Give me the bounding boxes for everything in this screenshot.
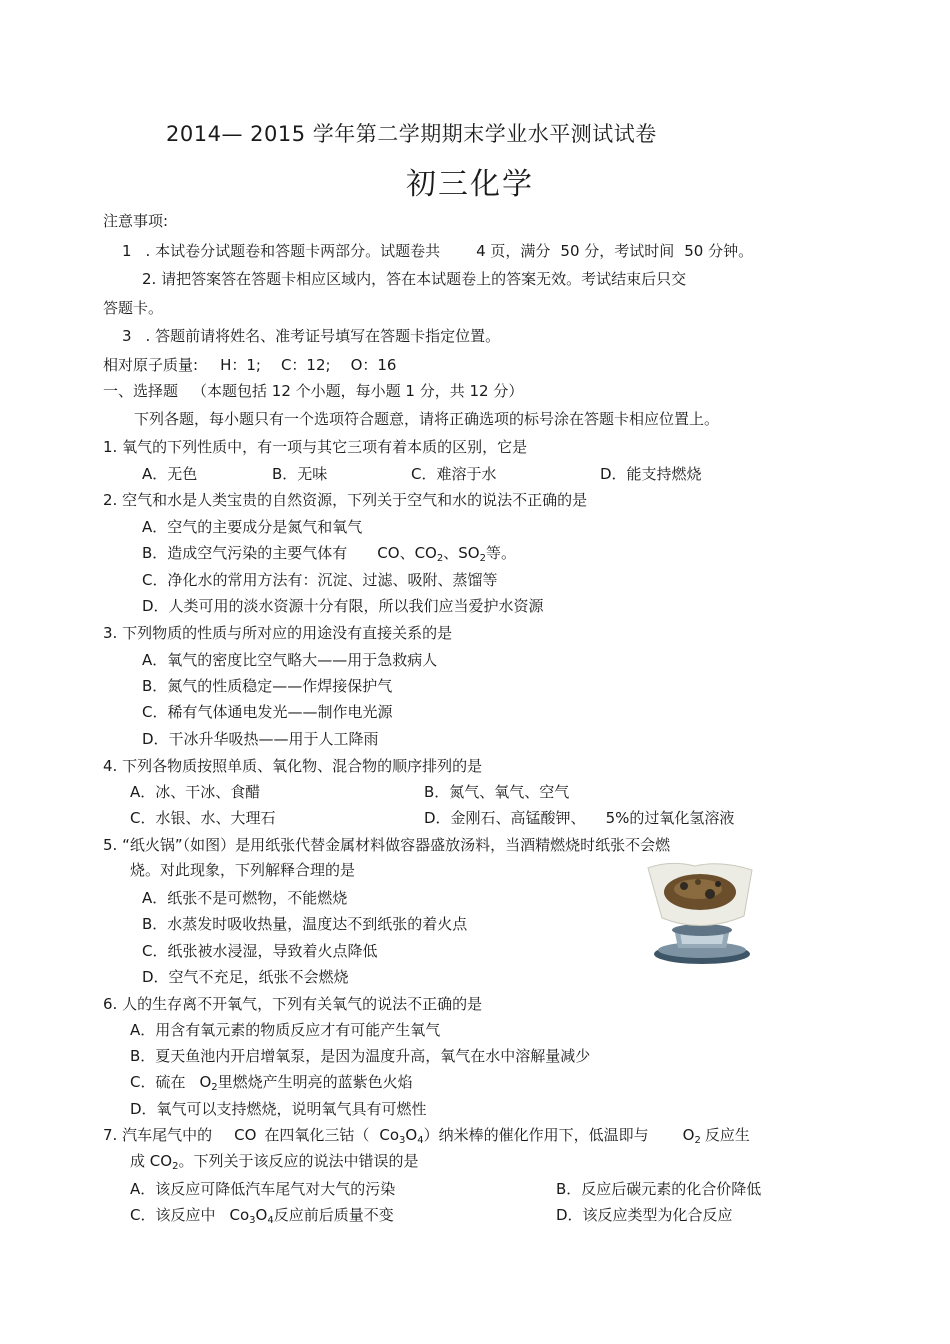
q5-stem-cont: 烧。对此现象，下列解释合理的是 — [130, 861, 356, 879]
q2-option-c: C．净化水的常用方法有：沉淀、过滤、吸附、蒸馏等 — [142, 571, 498, 589]
q2-stem: 2. 空气和水是人类宝贵的自然资源，下列关于空气和水的说法不正确的是 — [103, 491, 588, 509]
q4-option-a: A．冰、干冰、食醋 — [130, 783, 261, 801]
q7-option-c-o: O — [255, 1206, 268, 1224]
q2-option-b-end: 等。 — [485, 544, 516, 562]
q2-option-b-co: CO、CO — [377, 544, 437, 562]
notice-heading: 注意事项: — [103, 212, 169, 230]
q2-option-b — [142, 543, 516, 569]
q3-option-b: B．氮气的性质稳定——作焊接保护气 — [142, 677, 393, 695]
q2-option-a: A．空气的主要成分是氮气和氧气 — [142, 518, 363, 536]
q6-option-a: A．用含有氧元素的物质反应才有可能产生氧气 — [130, 1021, 441, 1039]
q3-option-a: A．氧气的密度比空气略大——用于急救病人 — [142, 651, 438, 669]
q5-option-b: B．水蒸发时吸收热量，温度达不到纸张的着火点 — [142, 915, 468, 933]
q4-option-b: B．氮气、氧气、空气 — [424, 783, 570, 801]
notice-item-3-text: . 答题前请将姓名、准考证号填写在答题卡指定位置。 — [145, 327, 501, 345]
notice-item-1 — [122, 241, 753, 261]
q7-stem-o: O — [405, 1126, 418, 1144]
q7-stem-cont-sub: 2 — [172, 1161, 179, 1172]
q7-stem-mid: 在四氧化三钴（ — [264, 1126, 370, 1144]
exam-title: 2014— 2015 学年第二学期期末学业水平测试试卷 — [166, 122, 657, 146]
q5-stem: 5. “纸火锅”（如图）是用纸张代替金属材料做容器盛放汤料，当酒精燃烧时纸张不会燃 — [103, 836, 671, 854]
q1-option-c: C．难溶于水 — [411, 465, 497, 483]
section-1-heading-line — [103, 381, 523, 401]
q2-option-d: D．人类可用的淡水资源十分有限，所以我们应当爱护水资源 — [142, 597, 544, 615]
atomic-mass-line — [103, 355, 396, 375]
notice-item-2-cont: 答题卡。 — [103, 299, 164, 317]
exam-subject: 初三化学 — [406, 167, 534, 202]
q7-option-a: A．该反应可降低汽车尾气对大气的污染 — [130, 1180, 396, 1198]
q5-option-c: C．纸张被水浸湿，导致着火点降低 — [142, 942, 378, 960]
q7-option-c-post: 反应前后质量不变 — [273, 1206, 394, 1224]
q7-stem-sub-4: 4 — [417, 1135, 424, 1146]
q7-stem-end: 反应生 — [704, 1126, 750, 1144]
notice-item-1-text: . 本试卷分试题卷和答题卡两部分。试题卷共 — [145, 242, 441, 260]
q4-stem: 4. 下列各物质按照单质、氧化物、混合物的顺序排列的是 — [103, 757, 483, 775]
q6-option-c-o: O — [199, 1073, 212, 1091]
q2-option-b-text: B．造成空气污染的主要气体有 — [142, 544, 348, 562]
notice-item-3-num: 3 — [122, 327, 132, 345]
q3-option-d: D．干冰升华吸热——用于人工降雨 — [142, 730, 379, 748]
q6-option-c — [130, 1072, 413, 1098]
section-1-instruction: 下列各题，每小题只有一个选项符合题意，请将正确选项的标号涂在答题卡相应位置上。 — [134, 410, 720, 428]
q1-option-a: A．无色 — [142, 465, 198, 483]
q7-option-c-pre: C．该反应中 — [130, 1206, 216, 1224]
paper-hotpot-illustration — [640, 858, 760, 968]
section-1-info: （本题包括 12 个小题，每小题 1 分，共 12 分） — [192, 382, 524, 400]
q3-option-c: C．稀有气体通电发光——制作电光源 — [142, 703, 393, 721]
notice-item-2: 2. 请把答案答在答题卡相应区域内，答在本试题卷上的答案无效。考试结束后只交 — [142, 270, 687, 288]
q6-option-c-pre: C．硫在 — [130, 1073, 186, 1091]
q7-stem-cont-end: 。下列关于该反应的说法中错误的是 — [178, 1152, 419, 1170]
q4-option-d — [424, 808, 734, 828]
q7-option-c-sub-4: 4 — [267, 1215, 274, 1226]
q1-option-d: D．能支持燃烧 — [600, 465, 702, 483]
section-1-heading: 一、选择题 — [103, 382, 179, 400]
q7-stem-o2: O — [682, 1126, 695, 1144]
q6-option-c-post: 里燃烧产生明亮的蓝紫色火焰 — [217, 1073, 413, 1091]
q7-stem — [103, 1125, 750, 1151]
q7-stem-cont — [130, 1151, 418, 1177]
q2-option-b-so: 、SO — [443, 544, 480, 562]
q7-option-d: D．该反应类型为化合反应 — [556, 1206, 733, 1224]
q3-stem: 3. 下列物质的性质与所对应的用途没有直接关系的是 — [103, 624, 453, 642]
q7-option-c — [130, 1205, 394, 1231]
q7-stem-sub-2: 2 — [694, 1135, 701, 1146]
q5-option-d: D．空气不充足，纸张不会燃烧 — [142, 968, 349, 986]
q6-stem: 6. 人的生存离不开氧气，下列有关氧气的说法不正确的是 — [103, 995, 483, 1013]
q6-option-c-sub: 2 — [211, 1082, 218, 1093]
q7-stem-co3: Co — [379, 1126, 400, 1144]
atomic-mass-h: H：1; — [220, 356, 261, 374]
notice-item-1-time: 50 分钟。 — [684, 242, 754, 260]
q5-option-a: A．纸张不是可燃物，不能燃烧 — [142, 889, 348, 907]
q2-option-b-sub-3: 2 — [479, 553, 486, 564]
q6-option-b: B．夏天鱼池内开启增氧泵，是因为温度升高，氧气在水中溶解量减少 — [130, 1047, 591, 1065]
q6-option-d: D．氧气可以支持燃烧，说明氧气具有可燃性 — [130, 1100, 427, 1118]
q4-option-c: C．水银、水、大理石 — [130, 809, 276, 827]
atomic-mass-c: C：12; — [280, 356, 331, 374]
q1-stem: 1. 氧气的下列性质中，有一项与其它三项有着本质的区别，它是 — [103, 438, 528, 456]
q7-stem-cont-pre: 成 CO — [130, 1152, 173, 1170]
q1-option-b: B．无味 — [272, 465, 328, 483]
q4-option-d-text: D．金刚石、高锰酸钾、 — [424, 809, 586, 827]
q7-option-c-sub-3: 3 — [249, 1215, 256, 1226]
q7-stem-co: CO — [234, 1126, 257, 1144]
q7-stem-pre: 7. 汽车尾气中的 — [103, 1126, 213, 1144]
atomic-mass-o: O：16 — [350, 356, 397, 374]
q7-option-c-co: Co — [229, 1206, 250, 1224]
q7-stem-sub-3: 3 — [399, 1135, 406, 1146]
q4-option-d-tail: 5%的过氧化氢溶液 — [605, 809, 735, 827]
paper-hotpot-image — [640, 858, 760, 968]
notice-item-1-score: 50 分，考试时间 — [560, 242, 675, 260]
atomic-mass-label: 相对原子质量: — [103, 356, 199, 374]
notice-item-3 — [122, 326, 500, 346]
q2-option-b-sub-2: 2 — [436, 553, 444, 564]
notice-item-1-num: 1 — [122, 242, 132, 260]
q7-stem-mid2: ）纳米棒的催化作用下，低温即与 — [423, 1126, 649, 1144]
notice-item-1-pages: 4 页，满分 — [476, 242, 551, 260]
q7-option-b: B．反应后碳元素的化合价降低 — [556, 1180, 762, 1198]
